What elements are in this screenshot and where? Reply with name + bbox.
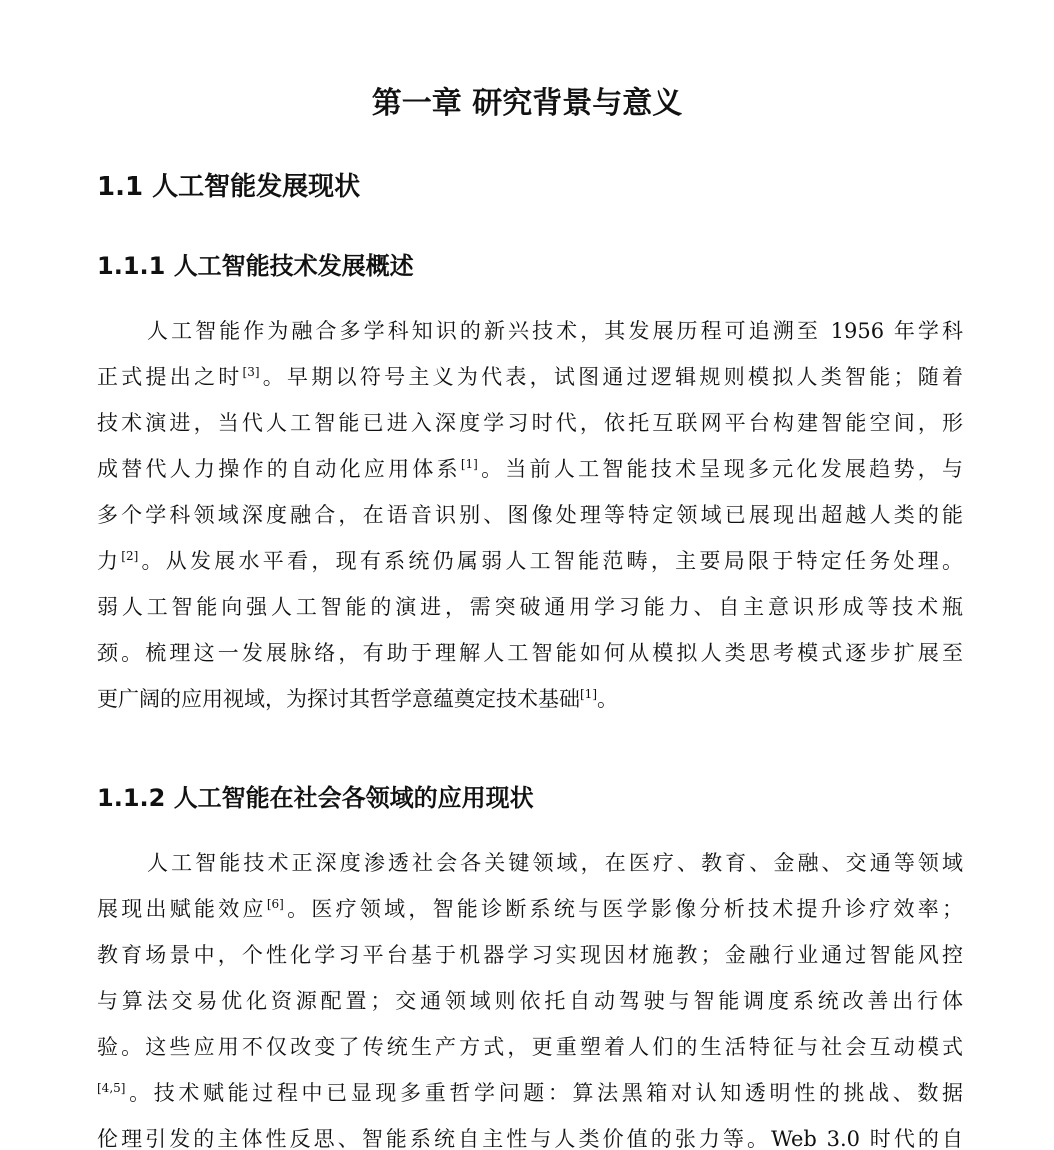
paragraph-line: 人工智能技术正深度渗透社会各关键领域，在医疗、教育、金融、交通等领域 <box>147 851 963 875</box>
section-heading-1-1-1: 1.1.1 人工智能技术发展概述 <box>97 252 414 280</box>
paragraph-line: 颈。梳理这一发展脉络，有助于理解人工智能如何从模拟人类思考模式逐步扩展至 <box>97 641 963 665</box>
paragraph-1-1-1 <box>97 308 963 722</box>
paragraph-line: 人工智能作为融合多学科知识的新兴技术，其发展历程可追溯至 1956 年学科 <box>147 319 963 343</box>
paragraph-line: 技术演进，当代人工智能已进入深度学习时代，依托互联网平台构建智能空间，形 <box>97 411 963 435</box>
paragraph-line: [4,5]。技术赋能过程中已显现多重哲学问题：算法黑箱对认知透明性的挑战、数据 <box>97 1081 963 1105</box>
paragraph-line: 与算法交易优化资源配置；交通领域则依托自动驾驶与智能调度系统改善出行体 <box>97 989 963 1013</box>
paragraph-line: 力[2]。从发展水平看，现有系统仍属弱人工智能范畴，主要局限于特定任务处理。 <box>97 549 964 573</box>
paragraph-line: 伦理引发的主体性反思、智能系统自主性与人类价值的张力等。Web 3.0 时代的自 <box>97 1127 963 1150</box>
paragraph-line: 弱人工智能向强人工智能的演进，需突破通用学习能力、自主意识形成等技术瓶 <box>97 595 963 619</box>
chapter-title: 第一章 研究背景与意义 <box>371 86 683 121</box>
paragraph-line: 更广阔的应用视域，为探讨其哲学意蕴奠定技术基础[1]。 <box>97 687 618 711</box>
citation-marker: [1] <box>460 457 478 471</box>
paragraph-line: 展现出赋能效应[6]。医疗领域，智能诊断系统与医学影像分析技术提升诊疗效率； <box>97 897 964 921</box>
paragraph-line: 正式提出之时[3]。早期以符号主义为代表，试图通过逻辑规则模拟人类智能；随着 <box>97 365 964 389</box>
section-heading-1-1-2: 1.1.2 人工智能在社会各领域的应用现状 <box>97 784 534 812</box>
citation-marker: [3] <box>242 365 260 379</box>
section-heading-1-1: 1.1 人工智能发展现状 <box>97 172 361 202</box>
citation-marker: [2] <box>121 549 139 563</box>
paragraph-line: 教育场景中，个性化学习平台基于机器学习实现因材施教；金融行业通过智能风控 <box>97 943 963 967</box>
citation-marker: [1] <box>580 687 597 701</box>
citation-marker: [6] <box>266 897 284 911</box>
citation-marker: [4,5] <box>97 1081 126 1095</box>
paragraph-line: 成替代人力操作的自动化应用体系[1]。当前人工智能技术呈现多元化发展趋势，与 <box>97 457 964 481</box>
paragraph-line: 多个学科领域深度融合，在语音识别、图像处理等特定领域已展现出超越人类的能 <box>97 503 963 527</box>
paragraph-line: 验。这些应用不仅改变了传统生产方式，更重塑着人们的生活特征与社会互动模式 <box>97 1035 963 1059</box>
paragraph-1-1-2 <box>97 840 963 1150</box>
